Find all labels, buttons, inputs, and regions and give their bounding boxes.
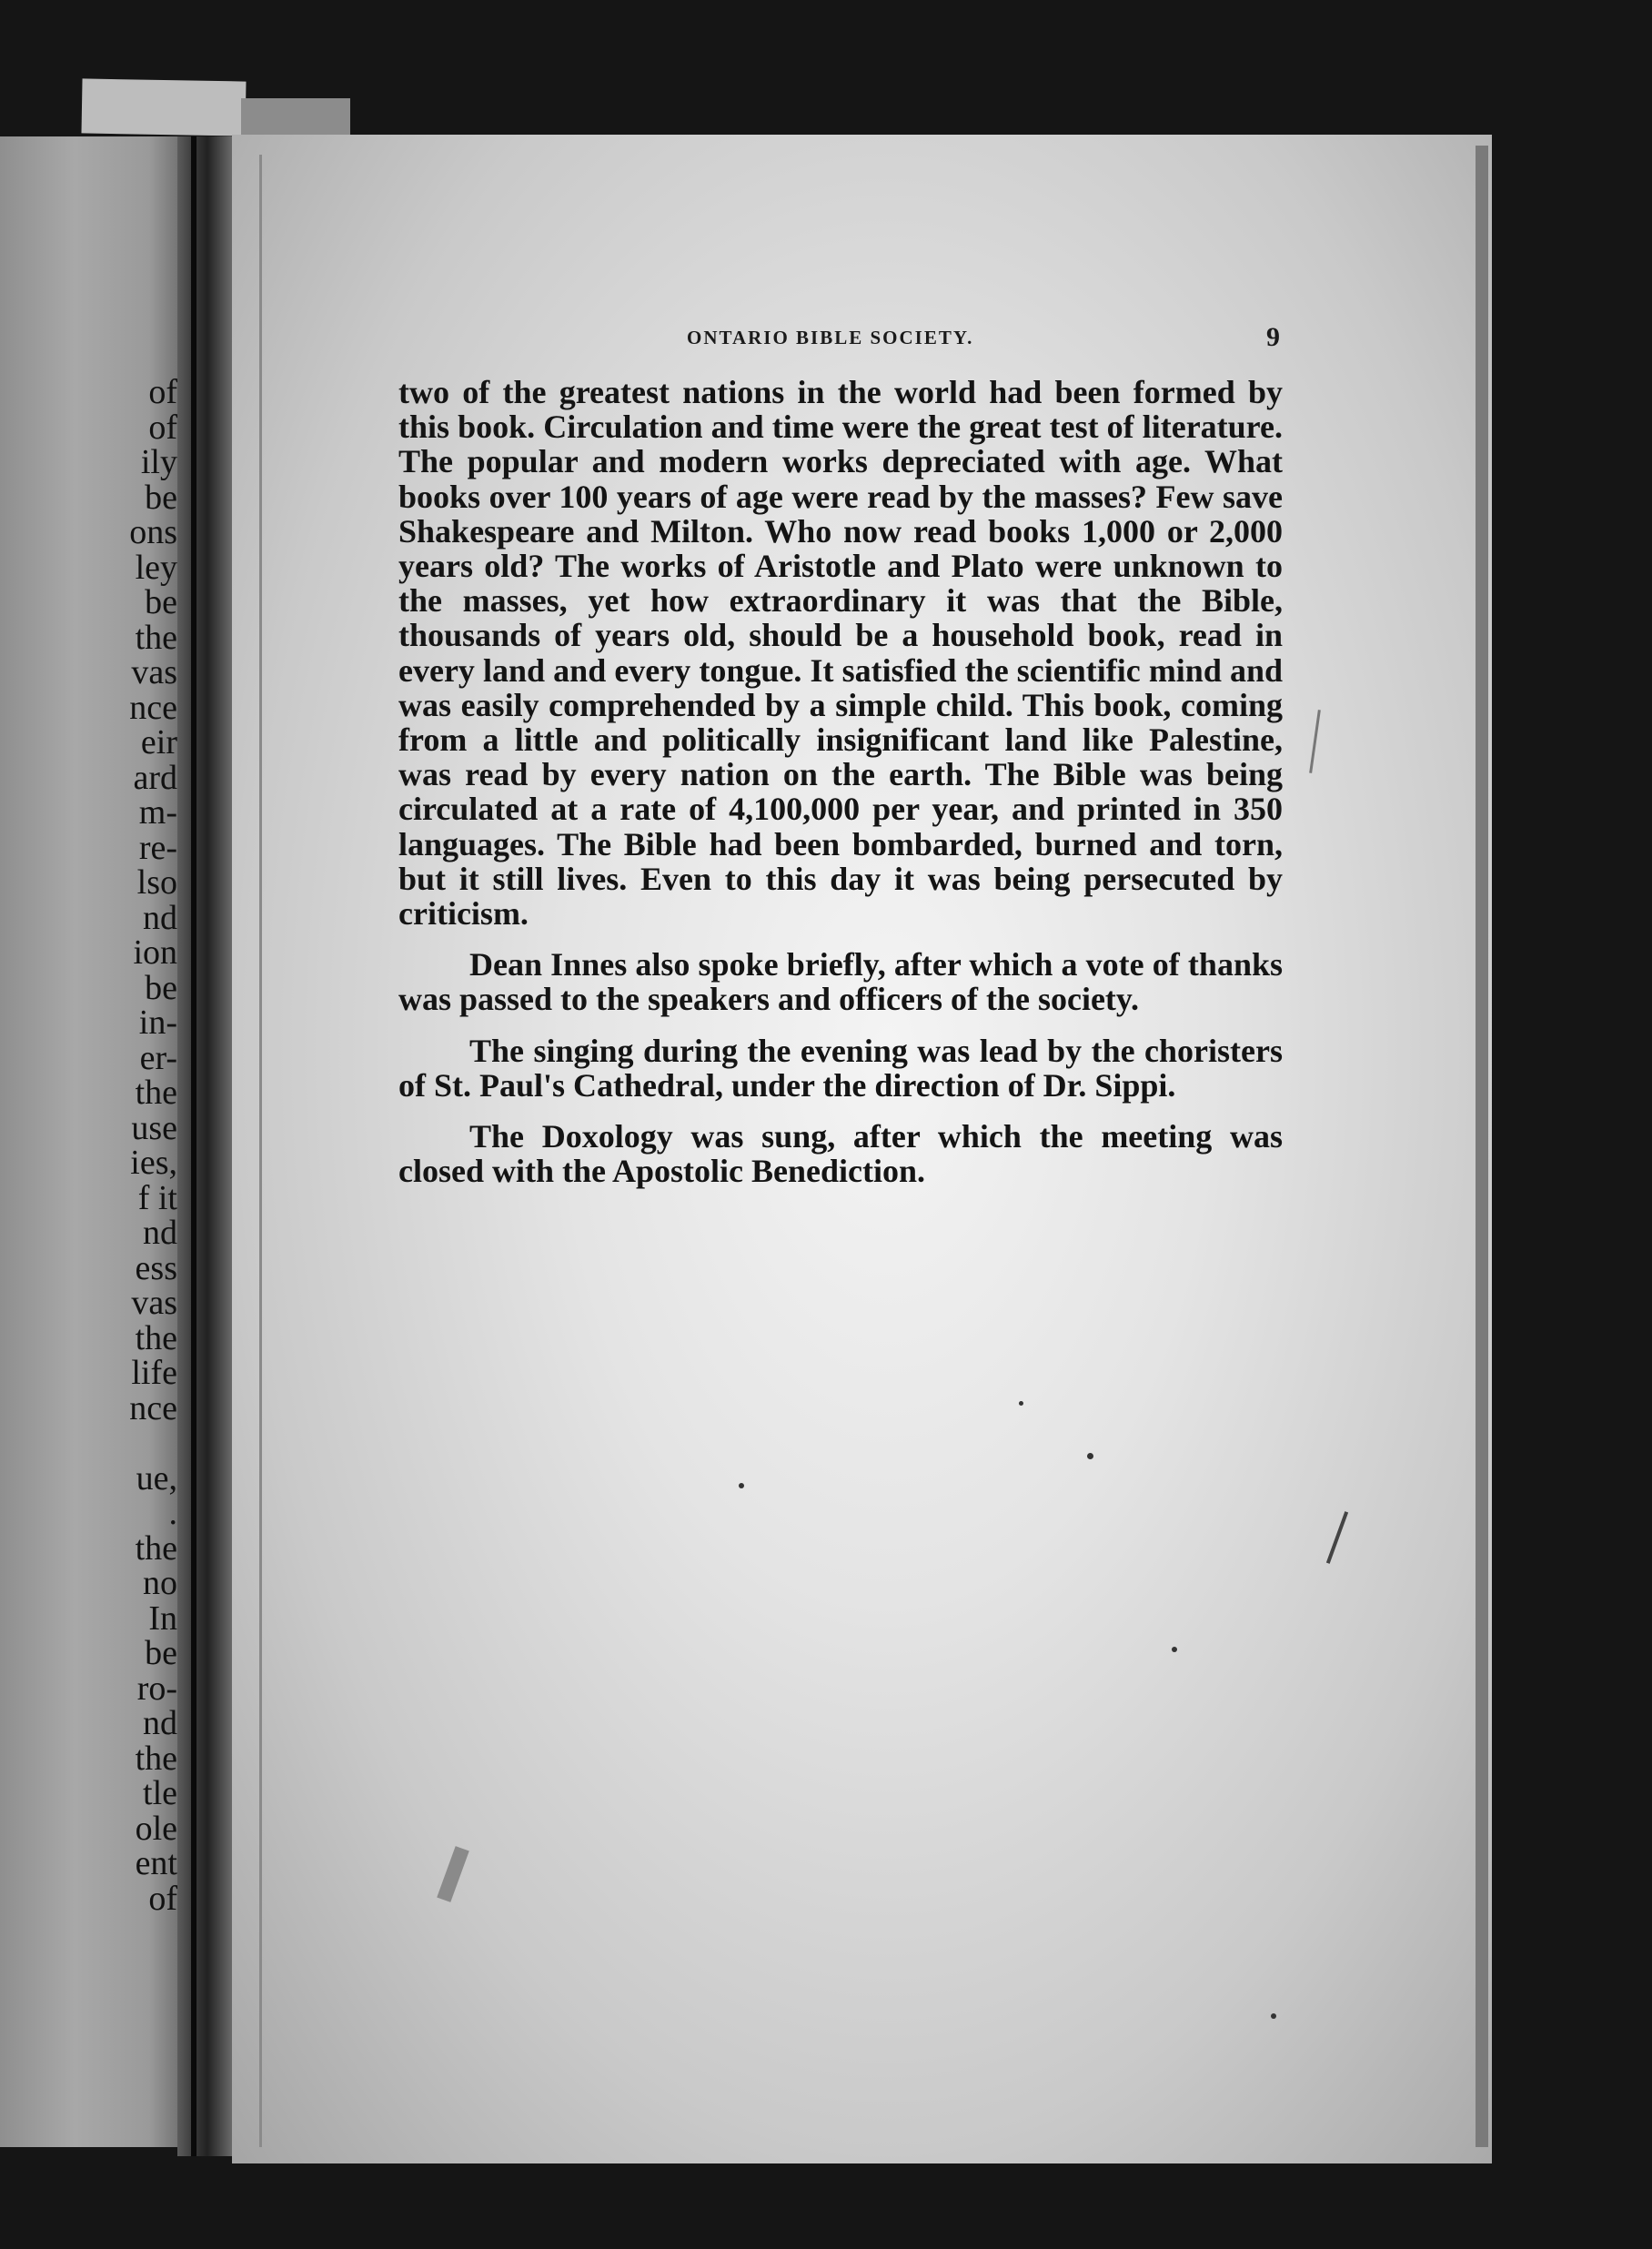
paragraph: two of the greatest nations in the world had been formed by this book. Circulation and time were the great test of literature. The popular and modern works depreciated with age. What books over 100 years of age were read by the masses? Few save Shakespeare and Milton. Who now read books 1,000 or 2,000 years old? The works of Aristotle and Plato were unknown to the masses, yet how extraordinary it was that the Bible, thousands of years old, should be a household book, read in every land and every tongue. It satisfied the scientific mind and was easily comprehended by a simple child. This book, coming from a little and politically insignificant land like Palestine, was read by every nation on the earth. The Bible was being circulated at a rate of 4,100,000 per year, and printed in 350 languages. The Bible had been bombarded, burned and torn, but it still lives. Even to this day it was being persecuted by criticism. [398,374,1283,933]
paper-scrap [241,98,350,135]
ink-speck [1019,1401,1023,1406]
left-page-margin-text: of of ily be ons ley be the vas nce eir ard m- re- lso nd ion be in- er- the use ies, f it nd ess vas the life nce ue, . the no In be ro- nd the tle ole ent of [129,373,177,1918]
ink-speck [1087,1453,1093,1459]
page-number: 9 [1266,322,1280,352]
body-text [398,375,1283,1205]
paragraph: The Doxology was sung, after which the meeting was closed with the Apostolic Benediction. [398,1118,1283,1190]
left-page [0,136,186,2147]
ink-speck [1172,1647,1177,1652]
page-right-edge [1476,146,1488,2147]
book-gutter [177,136,232,2156]
running-head: ONTARIO BIBLE SOCIETY. [687,327,974,348]
paragraph: Dean Innes also spoke briefly, after which a vote of thanks was passed to the speakers and officers of the society. [398,946,1283,1018]
ink-speck [739,1483,744,1488]
gutter-binding [191,136,196,2156]
page-edge-line [259,155,262,2147]
paper-scrap [81,78,246,136]
ink-speck [1271,2013,1276,2019]
paragraph: The singing during the evening was lead by the choristers of St. Paul's Cathedral, under the direction of Dr. Sippi. [398,1032,1283,1104]
